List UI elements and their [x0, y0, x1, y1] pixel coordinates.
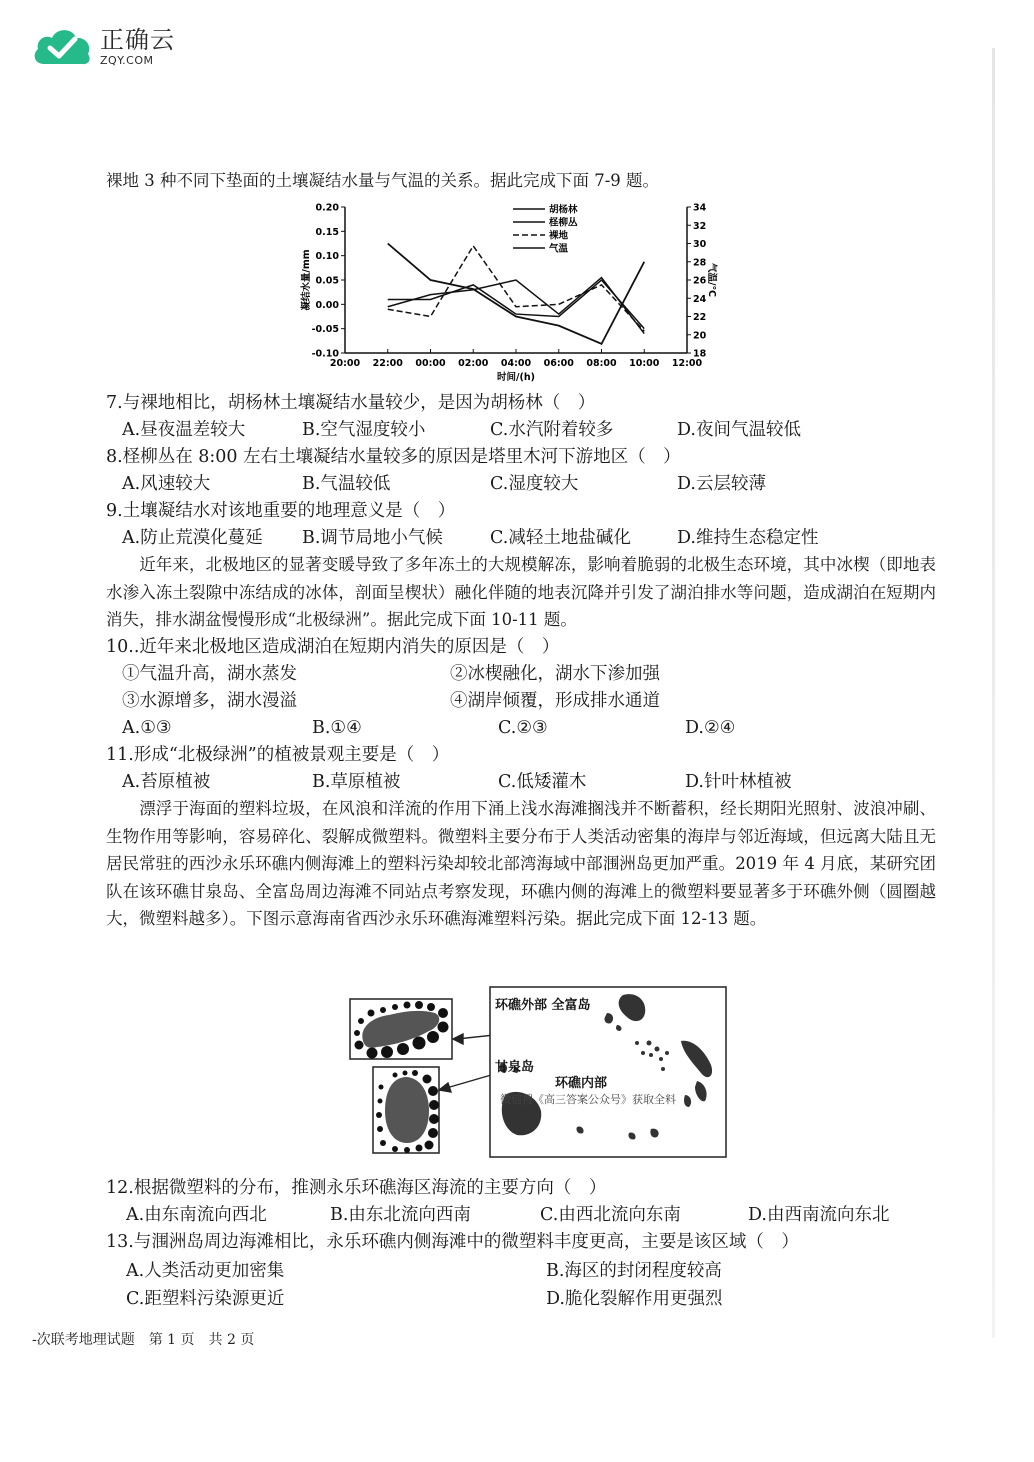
y-tick-label-left: 0.20: [315, 202, 339, 214]
passage-arctic: 近年来，北极地区的显著变暖导致了多年冻土的大规模解冻，影响着脆弱的北极生态环境，其中冰楔（即地表水渗入冻土裂隙中冻结成的冰体，剖面呈楔状）融化伴随的地表沉降并引发了湖泊排水等问题，造成湖泊在短期内消失，排水湖盆慢慢形成“北极绿洲”。据此完成下面 10-11 题。: [106, 555, 936, 630]
y-tick-label-right: 22: [693, 312, 707, 323]
label-outer-quanfu: 环礁外部 全富岛: [495, 998, 591, 1013]
q9-option-c[interactable]: C.减轻土地盐碱化: [490, 528, 631, 548]
q10-item-4: ④湖岸倾覆，形成排水通道: [450, 691, 660, 711]
y-tick-label-right: 26: [693, 275, 707, 287]
q9-option-a[interactable]: A.防止荒漠化蔓延: [122, 528, 263, 548]
page-footer: -次联考地理试题 第 1 页 共 2 页: [32, 1332, 255, 1348]
y-tick-label-right: 32: [693, 220, 707, 232]
q10-option-a[interactable]: A.①③: [122, 718, 172, 738]
y-tick-label-right: 24: [693, 293, 707, 305]
yongle-atoll-map: [345, 983, 730, 1160]
q10-item-1: ①气温升高，湖水蒸发: [122, 664, 297, 684]
q8-option-a[interactable]: A.风速较大: [122, 474, 211, 494]
q10-option-d[interactable]: D.②④: [685, 718, 736, 738]
series-line-2: [388, 246, 645, 331]
inset-quanfu-island: [350, 999, 452, 1059]
q11-stem: 11.形成“北极绿洲”的植被景观主要是（ ）: [106, 745, 450, 765]
q9-option-d[interactable]: D.维持生态稳定性: [677, 528, 819, 548]
y-tick-label-right: 34: [693, 202, 707, 214]
y-tick-label-right: 30: [693, 239, 707, 250]
q12-option-d[interactable]: D.由西南流向东北: [748, 1205, 890, 1225]
q13-option-c[interactable]: C.距塑料污染源更近: [126, 1289, 285, 1309]
x-axis-label: 时间/(h): [497, 372, 535, 383]
x-tick-label: 06:00: [543, 358, 574, 369]
y-tick-label-left: 0.15: [315, 226, 339, 238]
q10-item-3: ③水源增多，湖水漫溢: [122, 691, 297, 711]
q12-stem: 12.根据微塑料的分布，推测永乐环礁海区海流的主要方向（ ）: [106, 1178, 607, 1198]
q8-option-b[interactable]: B.气温较低: [302, 474, 391, 494]
q11-option-d[interactable]: D.针叶林植被: [685, 772, 792, 792]
y-tick-label-right: 20: [693, 330, 707, 342]
y-tick-label-left: -0.10: [311, 348, 339, 360]
q7-option-d[interactable]: D.夜间气温较低: [677, 420, 801, 440]
x-tick-label: 20:00: [329, 358, 361, 369]
series-line-3: [388, 244, 645, 344]
q12-option-c[interactable]: C.由西北流向东南: [540, 1205, 681, 1225]
inset-ganquan-island: [373, 1067, 439, 1153]
scan-edge: [992, 48, 995, 1338]
intro-line: 裸地 3 种不同下垫面的土壤凝结水量与气温的关系。据此完成下面 7-9 题。: [106, 171, 660, 190]
q7-option-a[interactable]: A.昼夜温差较大: [122, 420, 246, 440]
q8-option-d[interactable]: D.云层较薄: [677, 474, 766, 494]
q11-option-a[interactable]: A.苔原植被: [122, 772, 211, 792]
q13-option-d[interactable]: D.脆化裂解作用更强烈: [546, 1289, 723, 1309]
q7-stem: 7.与裸地相比，胡杨林土壤凝结水量较少，是因为胡杨林（ ）: [106, 393, 596, 413]
y-tick-label-right: 18: [693, 348, 707, 360]
q13-option-a[interactable]: A.人类活动更加密集: [126, 1261, 285, 1281]
q12-option-b[interactable]: B.由东北流向西南: [330, 1205, 471, 1225]
x-tick-label: 00:00: [415, 358, 446, 369]
legend-label-0: 胡杨林: [549, 204, 578, 216]
x-tick-label: 12:00: [671, 358, 703, 369]
label-ganquan: 甘泉岛: [495, 1060, 535, 1075]
x-tick-label: 08:00: [586, 358, 617, 369]
logo-name-cn: 正确云: [100, 26, 175, 54]
passage-microplastic: 漂浮于海面的塑料垃圾，在风浪和洋流的作用下涌上浅水海滩搁浅并不断蓄积，经长期阳光照射、波浪冲刷、生物作用等影响，容易碎化、裂解成微塑料。微塑料主要分布于人类活动密集的海岸与邻近海域，但远离大陆且无居民常驻的西沙永乐环礁内侧海滩上的塑料污染却较北部湾海域中部涠洲岛更加严重。2019 年 4 月底，某研究团队在该环礁甘泉岛、全富岛周边海滩不同站点考察发现，环礁内侧的海滩上的微塑料要显著多于环礁外侧（圆圈越大，微塑料越多）。下图示意海南省西沙永乐环礁海滩塑料污染。据此完成下面 12-13 题。: [106, 799, 936, 929]
q13-stem: 13.与涠洲岛周边海滩相比，永乐环礁内侧海滩中的微塑料丰度更高，主要是该区域（ ）: [106, 1232, 799, 1252]
q10-option-b[interactable]: B.①④: [312, 718, 362, 738]
q8-option-c[interactable]: C.湿度较大: [490, 474, 579, 494]
x-tick-label: 22:00: [372, 358, 403, 369]
label-inner: 环礁内部: [555, 1076, 608, 1091]
q10-stem: 10..近年来北极地区造成湖泊在短期内消失的原因是（ ）: [106, 637, 560, 657]
legend-label-2: 裸地: [549, 230, 569, 242]
q13-option-b[interactable]: B.海区的封闭程度较高: [546, 1261, 722, 1281]
q9-option-b[interactable]: B.调节局地小气候: [302, 528, 443, 548]
q8-stem: 8.柽柳丛在 8:00 左右土壤凝结水量较多的原因是塔里木河下游地区（ ）: [106, 447, 681, 467]
x-tick-label: 04:00: [500, 358, 532, 369]
series-line-0: [388, 280, 645, 329]
q9-stem: 9.土壤凝结水对该地重要的地理意义是（ ）: [106, 501, 456, 521]
y-axis-label-left: 凝结水量/mm: [301, 249, 312, 311]
watermark-text: 微信搜《高三答案公众号》获取全料: [500, 1093, 676, 1106]
x-tick-label: 10:00: [629, 358, 660, 369]
q10-item-2: ②冰楔融化，湖水下渗加强: [450, 664, 660, 684]
q11-option-b[interactable]: B.草原植被: [312, 772, 401, 792]
condensation-line-chart: [295, 195, 715, 390]
legend-label-1: 柽柳丛: [549, 217, 578, 229]
y-tick-label-left: -0.05: [311, 324, 339, 336]
cloud-check-icon: [30, 24, 94, 70]
q7-option-c[interactable]: C.水汽附着较多: [490, 420, 614, 440]
q11-option-c[interactable]: C.低矮灌木: [498, 772, 587, 792]
q12-option-a[interactable]: A.由东南流向西北: [126, 1205, 267, 1225]
y-tick-label-left: 0.10: [315, 251, 339, 263]
atoll-main-frame: [490, 987, 726, 1157]
x-tick-label: 02:00: [458, 358, 489, 369]
legend-label-3: 气温: [549, 243, 569, 255]
y-axis-label-right: 气温/℃: [706, 263, 717, 297]
y-tick-label-left: 0.05: [315, 275, 339, 287]
q10-option-c[interactable]: C.②③: [498, 718, 548, 738]
y-tick-label-right: 28: [693, 257, 707, 269]
q7-option-b[interactable]: B.空气湿度较小: [302, 420, 426, 440]
logo-name-en: ZQY.COM: [100, 54, 154, 67]
brand-logo: [30, 24, 175, 70]
y-tick-label-left: 0.00: [315, 299, 339, 311]
